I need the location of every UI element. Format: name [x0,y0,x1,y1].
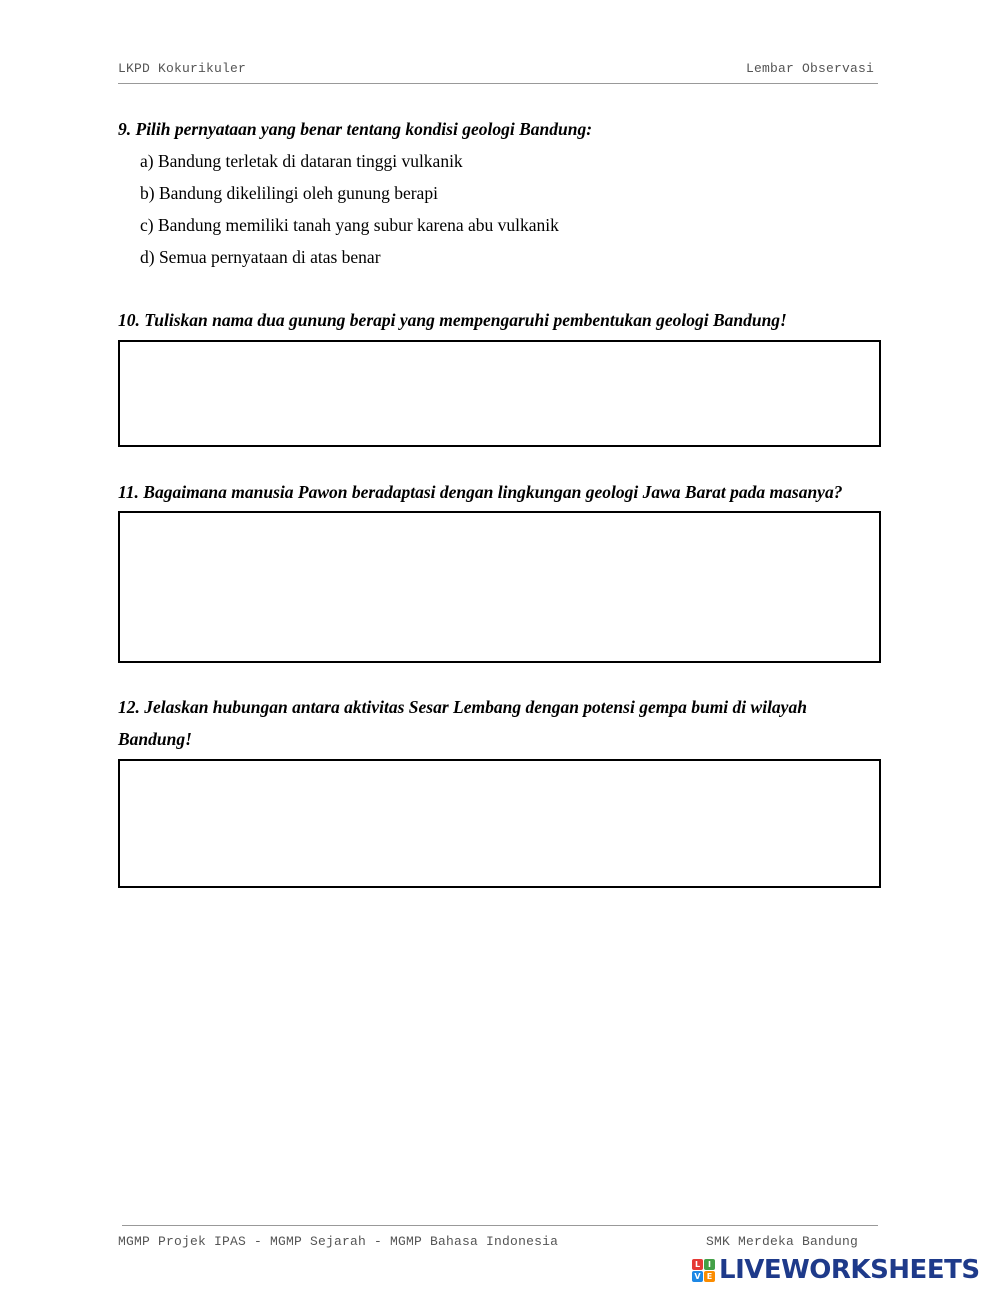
logo-letter-i: I [704,1259,715,1270]
footer-right: SMK Merdeka Bandung [706,1234,859,1249]
logo-letter-e: E [704,1271,715,1282]
logo-letter-l: L [692,1259,703,1270]
question-9-option-d: d) Semua pernyataan di atas benar [140,247,381,267]
question-9-option-b: b) Bandung dikelilingi oleh gunung berapi [140,183,438,203]
liveworksheets-wordmark: LIVEWORKSHEETS [719,1255,980,1285]
answer-box-11[interactable] [118,511,881,663]
answer-box-12[interactable] [118,759,881,888]
logo-letter-v: V [692,1271,703,1282]
question-12-line-1: 12. Jelaskan hubungan antara aktivitas Sesar Lembang dengan potensi gempa bumi di wilayah [118,697,807,717]
question-9-option-c: c) Bandung memiliki tanah yang subur karena abu vulkanik [140,215,559,235]
question-12-line-2: Bandung! [118,729,192,749]
liveworksheets-brand[interactable] [692,1255,980,1285]
header-right: Lembar Observasi [745,61,874,76]
footer-divider [122,1225,878,1226]
answer-box-10[interactable] [118,340,881,447]
question-9: 9. Pilih pernyataan yang benar tentang kondisi geologi Bandung: [118,119,593,139]
liveworksheets-logo-icon [692,1259,715,1282]
question-9-option-a: a) Bandung terletak di dataran tinggi vulkanik [140,151,463,171]
question-10: 10. Tuliskan nama dua gunung berapi yang mempengaruhi pembentukan geologi Bandung! [118,310,787,330]
header-divider [118,83,878,84]
header-left: LKPD Kokurikuler [118,61,247,76]
question-11: 11. Bagaimana manusia Pawon beradaptasi dengan lingkungan geologi Jawa Barat pada masanya? [118,482,843,502]
footer-left: MGMP Projek IPAS - MGMP Sejarah - MGMP Bahasa Indonesia [118,1234,559,1249]
